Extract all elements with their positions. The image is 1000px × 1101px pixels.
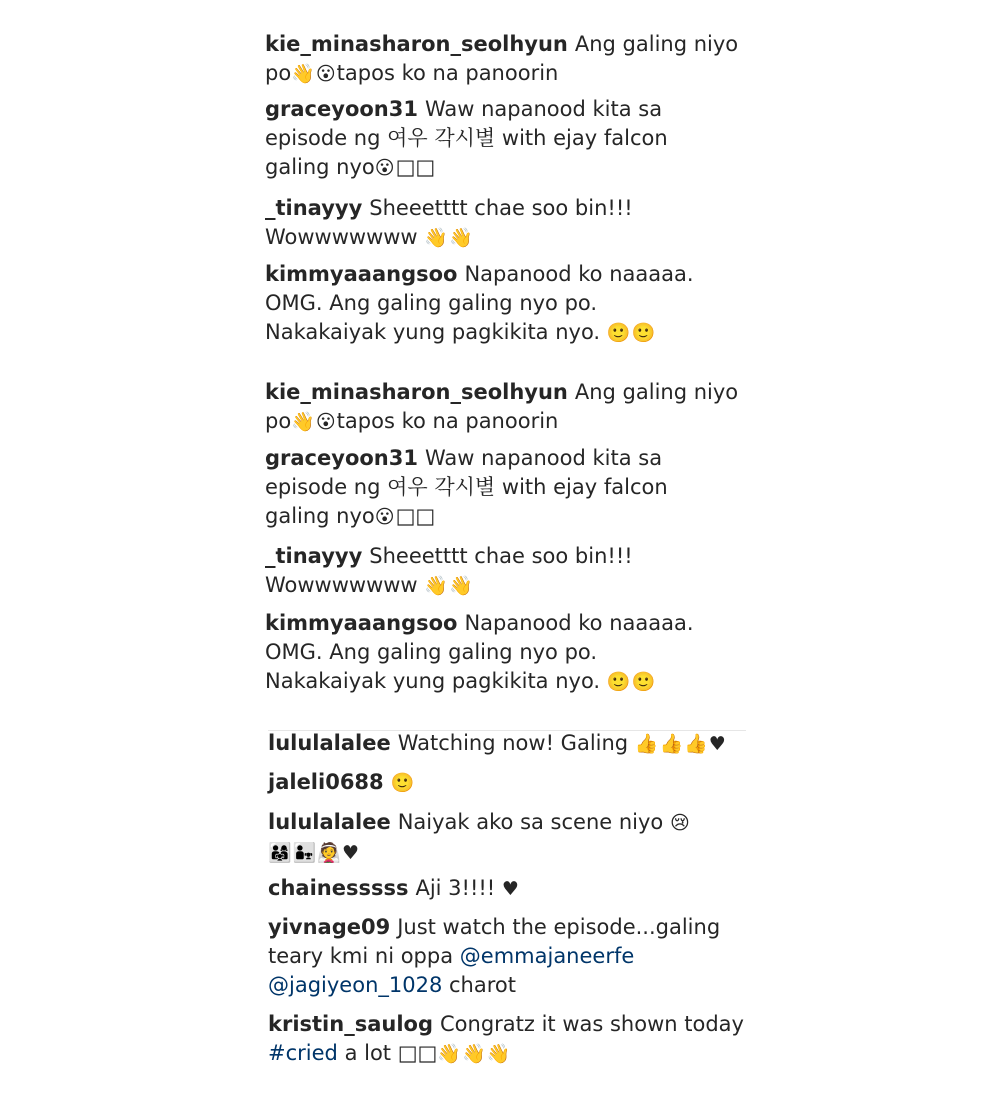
comment-text: Ang galing niyo: [574, 380, 739, 404]
comment-text: Waw napanood kita sa: [424, 97, 663, 121]
username[interactable]: yivnage09: [268, 915, 391, 939]
waving-hand-icon: 👋: [291, 63, 316, 85]
comment-text: charot: [449, 973, 516, 997]
username[interactable]: jaleli0688: [268, 770, 384, 794]
comment-text: Naiyak ako sa scene niyo: [397, 810, 664, 834]
comment-text: Just watch the episode...galing: [397, 915, 721, 939]
username[interactable]: chainesssss: [268, 876, 409, 900]
comment-text: teary kmi ni oppa: [268, 944, 454, 968]
thumbs-up-icon: 👍👍👍♥: [634, 733, 727, 755]
comment: [268, 808, 691, 868]
comment-text: galing nyo: [265, 155, 375, 179]
username[interactable]: lululalalee: [268, 810, 391, 834]
comment: [268, 768, 415, 798]
surprised-face-icon: 😮: [374, 506, 396, 528]
smiling-face-icon: 🙂: [390, 772, 416, 794]
family-icon: 👨‍👩‍👧👨‍👧👰♥: [268, 842, 361, 864]
comment-text: Wowwwwwww: [265, 573, 418, 597]
comment-text: Nakakaiyak yung pagkikita nyo.: [265, 669, 601, 693]
comment: [268, 913, 720, 1000]
comment: [265, 260, 694, 348]
comment-text: Sheeetttt chae soo bin!!!: [369, 544, 633, 568]
waving-hand-icon: 👋👋: [424, 575, 474, 597]
username[interactable]: graceyoon31: [265, 446, 418, 470]
smiling-face-icon: 🙂🙂: [606, 322, 657, 344]
username[interactable]: kimmyaaangsoo: [265, 611, 458, 635]
username[interactable]: _tinayyy: [265, 196, 363, 220]
comment-text: Aji 3!!!!: [415, 876, 496, 900]
smiling-face-icon: 🙂🙂: [606, 671, 657, 693]
username[interactable]: graceyoon31: [265, 97, 418, 121]
comment-text: Nakakaiyak yung pagkikita nyo.: [265, 320, 601, 344]
crying-face-icon: 😢: [669, 812, 691, 834]
comment-text: episode ng 여우 각시별 with ejay falcon: [265, 126, 668, 150]
username[interactable]: kie_minasharon_seolhyun: [265, 380, 568, 404]
waving-hand-icon: 👋👋👋: [437, 1043, 512, 1065]
comment: [265, 378, 738, 437]
username[interactable]: lululalalee: [268, 731, 391, 755]
comment-text: Wowwwwwww: [265, 225, 418, 249]
comment-text: Ang galing niyo: [574, 32, 739, 56]
username[interactable]: kie_minasharon_seolhyun: [265, 32, 568, 56]
comment-text: □□: [395, 504, 436, 528]
comment-text: Napanood ko naaaaa.: [464, 262, 694, 286]
comment-text: tapos ko na panoorin: [336, 61, 559, 85]
comment: [268, 874, 520, 904]
comment: [268, 1010, 744, 1069]
mention-link[interactable]: @jagiyeon_1028: [268, 973, 443, 997]
comment-text: a lot □□: [344, 1041, 438, 1065]
username[interactable]: kimmyaaangsoo: [265, 262, 458, 286]
comment-text: po: [265, 409, 292, 433]
comment-text: Waw napanood kita sa: [424, 446, 663, 470]
comment: [265, 444, 668, 532]
comment: [265, 194, 633, 253]
waving-hand-icon: 👋👋: [424, 227, 474, 249]
mention-link[interactable]: @emmajaneerfe: [459, 944, 635, 968]
comment-text: Sheeetttt chae soo bin!!!: [369, 196, 633, 220]
comment-text: Watching now! Galing: [397, 731, 629, 755]
surprised-face-icon: 😮: [315, 63, 337, 85]
comment-text: Congratz it was shown today: [440, 1012, 744, 1036]
comment: [265, 30, 738, 89]
comment: [265, 609, 694, 697]
comment-text: OMG. Ang galing galing nyo po.: [265, 291, 598, 315]
surprised-face-icon: 😮: [315, 411, 337, 433]
comment: [268, 729, 727, 759]
comment-text: Napanood ko naaaaa.: [464, 611, 694, 635]
comment-text: □□: [395, 155, 436, 179]
surprised-face-icon: 😮: [374, 157, 396, 179]
comment-text: po: [265, 61, 292, 85]
hashtag-link[interactable]: #cried: [268, 1041, 338, 1065]
username[interactable]: kristin_saulog: [268, 1012, 433, 1036]
username[interactable]: _tinayyy: [265, 544, 363, 568]
comment-text: tapos ko na panoorin: [336, 409, 559, 433]
comment-text: galing nyo: [265, 504, 375, 528]
comment-text: episode ng 여우 각시별 with ejay falcon: [265, 475, 668, 499]
comment: [265, 95, 668, 183]
comment: [265, 542, 633, 601]
waving-hand-icon: 👋: [291, 411, 316, 433]
comment-text: OMG. Ang galing galing nyo po.: [265, 640, 598, 664]
heart-icon: ♥: [501, 878, 520, 900]
